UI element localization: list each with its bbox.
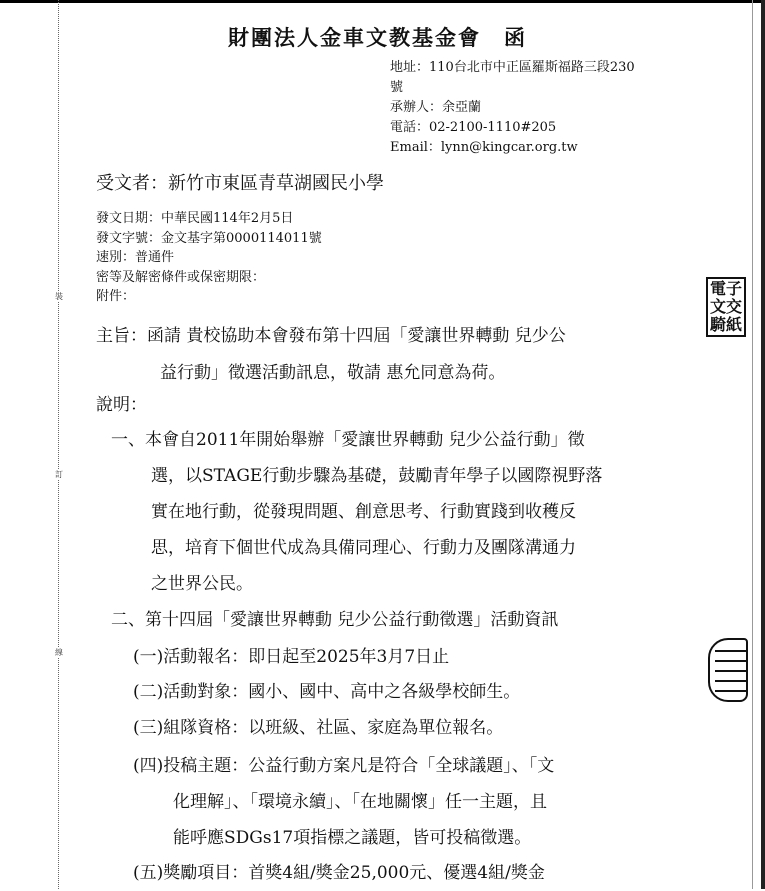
sender-info — [390, 58, 670, 158]
binding-mark-ding: 訂 — [55, 470, 63, 479]
sub-item-awards: (五)獎勵項目：首獎4組/獎金25,000元、優選4組/獎金 — [133, 863, 545, 883]
delivery-speed: 速別：普通件 — [96, 250, 175, 265]
subject-line: 主旨：函請 貴校協助本會發布第十四屆「愛讓世界轉動 兒少公 — [96, 326, 566, 346]
sender-email: Email：lynn@kingcar.org.tw — [390, 140, 578, 155]
sub-item-eligibility: (二)活動對象：國小、國中、高中之各級學校師生。 — [133, 682, 521, 702]
recipient: 受文者：新竹市東區青草湖國民小學 — [96, 173, 384, 194]
seal-icon — [708, 638, 748, 702]
attachments: 附件： — [96, 289, 136, 304]
explanation-item-1: 一、本會自2011年開始舉辦「愛讓世界轉動 兒少公益行動」徵 選，以STAGE行動步驟為基礎，鼓勵青年學子以國際視野落 實在地行動，從發現問題、創意思考、行動實踐到收穫反 思，培育下個世代成為具備同理心、行動力及團隊溝通力 之世界公民。 — [111, 430, 603, 594]
secrecy-level: 密等及解密條件或保密期限： — [96, 269, 266, 285]
sender-address: 地址：110台北市中正區羅斯福路三段230 — [390, 60, 635, 75]
page-right-edge-line — [752, 0, 753, 889]
subject — [96, 318, 676, 392]
subject-line: 益行動」徵選活動訊息，敬請 惠允同意為荷。 — [160, 363, 506, 383]
explanation-label: 說明： — [96, 395, 147, 415]
sub-item-topic: (四)投稿主題：公益行動方案凡是符合「全球議題」、「文 化理解」、「環境永續」、「在地關懷」任一主題，且 能呼應SDGs17項指標之議題，皆可投稿徵選。 — [133, 756, 555, 848]
page-top-border — [0, 0, 765, 3]
page-title: 財團法人金車文教基金會 函 — [228, 25, 527, 50]
page-right-border — [761, 0, 765, 889]
binding-mark-xian: 線 — [55, 648, 63, 657]
sender-phone: 電話：02-2100-1110#205 — [390, 120, 557, 135]
sender-contact: 承辦人：余亞蘭 — [390, 100, 482, 115]
explanation-item-2: 二、第十四屆「愛讓世界轉動 兒少公益行動徵選」活動資訊 — [111, 610, 559, 630]
sender-address-cont: 號 — [390, 80, 404, 95]
sub-item-team: (三)組隊資格：以班級、社區、家庭為單位報名。 — [133, 718, 504, 738]
issue-date: 發文日期：中華民國114年2月5日 — [96, 211, 294, 226]
sub-item-registration: (一)活動報名：即日起至2025年3月7日止 — [133, 647, 450, 667]
document-meta — [96, 209, 322, 307]
document-number: 發文字號：金文基字第0000114011號 — [96, 230, 322, 246]
binding-mark-zhuang: 裝 — [55, 292, 63, 301]
electronic-exchange-stamp: 電子 文交 騎紙 — [706, 277, 746, 337]
binding-line — [58, 0, 59, 889]
